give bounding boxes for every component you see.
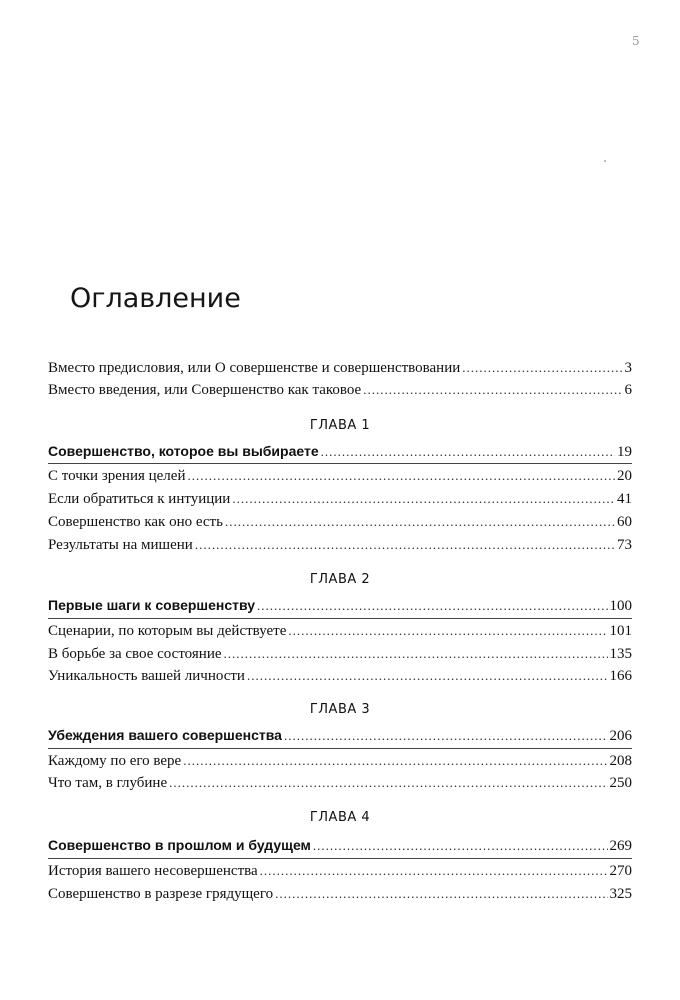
toc-entry[interactable] <box>48 750 632 772</box>
dot-leader <box>247 665 608 687</box>
toc-entry-page: 135 <box>609 646 632 662</box>
toc-entry-label: Совершенство в прошлом и будущем <box>48 837 311 853</box>
dot-leader <box>321 441 615 463</box>
toc-entry[interactable] <box>48 883 632 905</box>
toc-entry-page: 269 <box>609 838 632 854</box>
scan-speck <box>604 160 606 162</box>
toc-entry-label: Вместо введения, или Совершенство как таковое <box>48 382 362 398</box>
page-title: Оглавление <box>70 283 241 314</box>
dot-leader <box>462 357 622 379</box>
toc-entry-label: Каждому по его вере <box>48 753 182 769</box>
toc-entry-label: С точки зрения целей <box>48 468 186 484</box>
chapter-divider <box>48 858 632 859</box>
toc-entry-page: 6 <box>624 382 632 398</box>
toc-entry[interactable] <box>48 772 632 794</box>
toc-chapter-main-1[interactable] <box>48 440 632 462</box>
toc-entry-page: 250 <box>609 775 632 791</box>
toc-entry-label: Что там, в глубине <box>48 775 168 791</box>
toc-entry-page: 20 <box>617 468 632 484</box>
dot-leader <box>225 511 615 533</box>
dot-leader <box>288 620 607 642</box>
dot-leader <box>313 835 608 857</box>
toc-entry-page: 100 <box>609 598 632 614</box>
toc-entry-label: Сценарии, по которым вы действуете <box>48 623 287 639</box>
toc-entry-label: Первые шаги к совершенству <box>48 597 256 613</box>
toc-entry-intro-2[interactable] <box>48 379 632 401</box>
toc-chapter-main-3[interactable] <box>48 724 632 746</box>
toc-entry-page: 101 <box>609 623 632 639</box>
chapter-divider <box>48 748 632 749</box>
dot-leader <box>169 772 607 794</box>
toc-entry[interactable] <box>48 488 632 510</box>
toc-entry-page: 325 <box>609 886 632 902</box>
toc-chapter-main-4[interactable] <box>48 834 632 856</box>
chapter-divider <box>48 463 632 464</box>
toc-entry-label: История вашего несовершенства <box>48 863 258 879</box>
toc-entry-page: 19 <box>617 444 632 460</box>
toc-entry-page: 73 <box>617 537 632 553</box>
chapter-heading-2: ГЛАВА 2 <box>309 572 371 587</box>
dot-leader <box>284 725 608 747</box>
toc-entry-page: 270 <box>609 863 632 879</box>
toc-entry[interactable] <box>48 534 632 556</box>
toc-entry-label: Результаты на мишени <box>48 537 193 553</box>
toc-entry[interactable] <box>48 860 632 882</box>
dot-leader <box>232 488 615 510</box>
toc-entry[interactable] <box>48 465 632 487</box>
toc-entry-label: Уникальность вашей личности <box>48 668 245 684</box>
toc-entry[interactable] <box>48 643 632 665</box>
dot-leader <box>195 534 615 556</box>
dot-leader <box>275 883 607 905</box>
toc-entry-label: Совершенство, которое вы выбираете <box>48 443 319 459</box>
toc-entry-page: 206 <box>609 728 632 744</box>
dot-leader <box>257 595 607 617</box>
toc-entry[interactable] <box>48 620 632 642</box>
toc-entry-label: Совершенство как оно есть <box>48 514 223 530</box>
toc-entry-page: 41 <box>617 491 632 507</box>
toc-entry-page: 166 <box>609 668 632 684</box>
toc-entry-label: В борьбе за свое состояние <box>48 646 222 662</box>
toc-entry[interactable] <box>48 665 632 687</box>
toc-entry-label: Убеждения вашего совершенства <box>48 727 282 743</box>
dot-leader <box>183 750 607 772</box>
toc-entry-page: 60 <box>617 514 632 530</box>
chapter-heading-1: ГЛАВА 1 <box>309 418 371 433</box>
toc-entry-intro-1[interactable] <box>48 357 632 379</box>
dot-leader <box>224 643 608 665</box>
chapter-heading-4: ГЛАВА 4 <box>309 810 371 825</box>
dot-leader <box>363 379 622 401</box>
toc-chapter-main-2[interactable] <box>48 594 632 616</box>
toc-entry-page: 3 <box>624 360 632 376</box>
chapter-heading-3: ГЛАВА 3 <box>309 702 371 717</box>
dot-leader <box>260 860 608 882</box>
toc-entry[interactable] <box>48 511 632 533</box>
dot-leader <box>187 465 615 487</box>
toc-entry-page: 208 <box>609 753 632 769</box>
toc-entry-label: Совершенство в разрезе грядущего <box>48 886 274 902</box>
page-mark: 5 <box>632 34 640 48</box>
toc-entry-label: Вместо предисловия, или О совершенстве и совершенствовании <box>48 360 461 376</box>
chapter-divider <box>48 618 632 619</box>
toc-entry-label: Если обратиться к интуиции <box>48 491 231 507</box>
